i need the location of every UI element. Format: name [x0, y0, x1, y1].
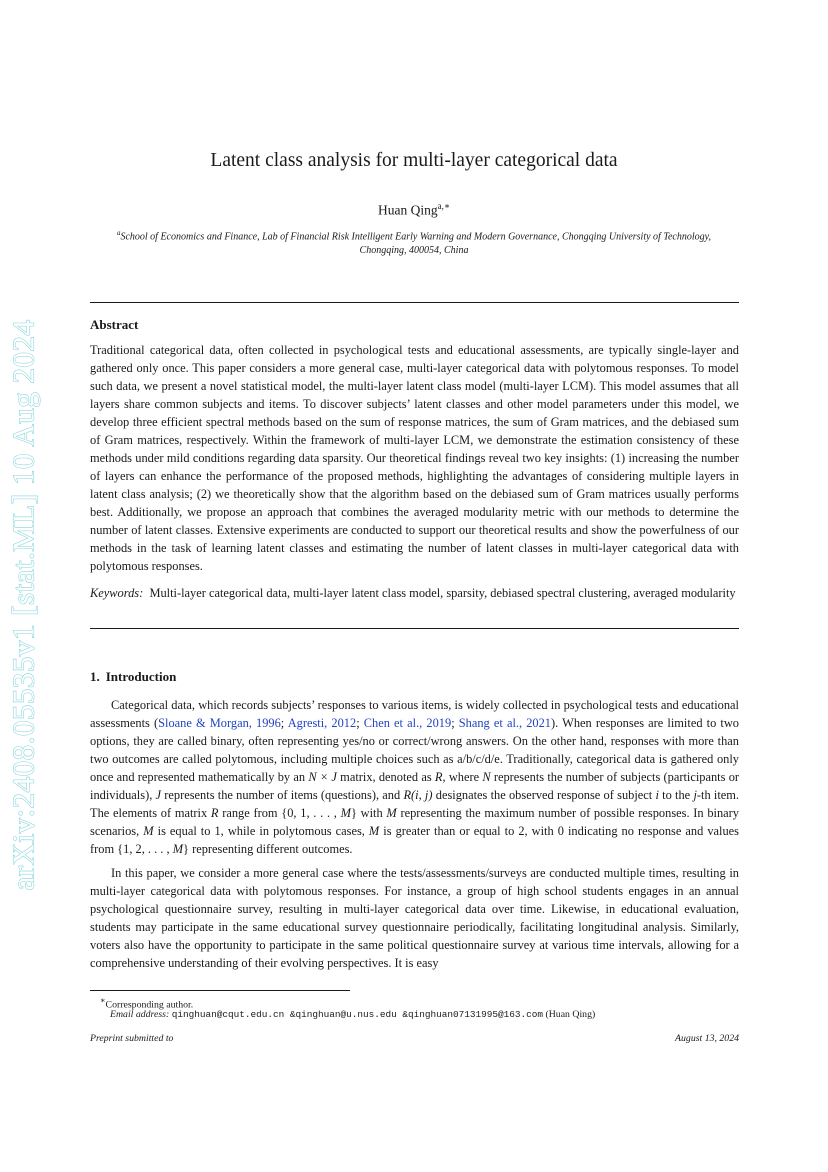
abstract-top-rule: [90, 302, 739, 303]
footnote-mark: ∗: [100, 996, 106, 1005]
page-footer: [90, 1032, 739, 1046]
section-title: Introduction: [105, 669, 177, 684]
arxiv-stamp-text: arXiv:2408.05535v1 [stat.ML] 10 Aug 2024: [6, 319, 42, 891]
intro-paragraph-2: In this paper, we consider a more general case where the tests/assessments/surveys are conducted multiple times, resulting in multi-layer categorical data with polytomous responses. For instance, a group of high school students engages in an annual psychological questionnaire survey, resulting in multi-layer categorical data over time. Likewise, in educational evaluation, students may participate in the same educational survey questionnaire periodically, facilitating longitudinal analysis. Similarly, voters also have the opportunity to participate in the same political questionnaire survey at various time intervals, allowing for a comprehensive understanding of their evolving perspectives. It is easy: [90, 866, 739, 970]
email-label: Email address:: [110, 1009, 170, 1020]
email-addresses: qinghuan@cqut.edu.cn &qinghuan@u.nus.edu &qinghuan07131995@163.com: [171, 1009, 543, 1020]
keywords-text: Multi-layer categorical data, multi-layer latent class model, sparsity, debiased spectral clustering, averaged modularity: [149, 586, 736, 600]
affiliation: [100, 226, 728, 258]
email-owner: (Huan Qing): [545, 1009, 596, 1020]
keywords: [90, 584, 739, 602]
author-line: [0, 197, 828, 220]
abstract-bottom-rule: [90, 628, 739, 629]
section-number: 1.: [90, 669, 100, 684]
citation-link[interactable]: Shang et al., 2021: [458, 716, 551, 730]
affiliation-text: School of Economics and Finance, Lab of Financial Risk Intelligent Early Warning and Modern Governance, Chongqing University of Technology, Chongqing, 400054, China: [120, 231, 712, 257]
author-marks: a,∗: [437, 201, 450, 211]
arxiv-stamp: [2, 316, 46, 894]
footnote-rule: [90, 990, 350, 991]
footnote-corresponding: ∗Corresponding author.: [100, 996, 194, 1011]
intro-paragraph-1: Categorical data, which records subjects’ responses to various items, is widely collected in psychological tests and educational assessments (Sloane & Morgan, 1996; Agresti, 2012; Chen et al., 2019; Shang et al., 2021). When responses are limited to two options, they are called binary, often representing yes/no or correct/wrong answers. On the other hand, responses with more than two outcomes are called polytomous, including multiple choices such as a/b/c/d/e. Traditionally, categorical data is gathered only once and represented mathematically by an N × J matrix, denoted as R, where N represents the number of subjects (participants or individuals), J represents the number of items (questions), and R(i, j) designates the observed response of subject i to the j-th item. The elements of matrix R range from {0, 1, . . . , M} with M representing the maximum number of possible responses. In binary scenarios, M is equal to 1, while in polytomous cases, M is greater than or equal to 2, with 0 indicating no response and values from {1, 2, . . . , M} representing different outcomes.: [90, 698, 740, 856]
keywords-label: Keywords:: [90, 586, 144, 600]
citation-link[interactable]: Chen et al., 2019: [363, 716, 452, 730]
abstract-heading: Abstract: [90, 317, 139, 332]
citation-link[interactable]: Agresti, 2012: [287, 716, 357, 730]
citation-link[interactable]: Sloane & Morgan, 1996: [158, 716, 281, 730]
paper-title: Latent class analysis for multi-layer categorical data: [210, 150, 618, 171]
footnote-email: [90, 1008, 759, 1022]
abstract-text: Traditional categorical data, often collected in psychological tests and educational assessments, are typically single-layer and gathered only once. This paper considers a more general case, multi-layer categorical data with polytomous responses. To model such data, we present a novel statistical model, the multi-layer latent class model (multi-layer LCM). This model assumes that all layers share common subjects and items. To discover subjects’ latent classes and other model parameters under this model, we develop three efficient spectral methods based on the sum of response matrices, the sum of Gram matrices, and the debiased sum of Gram matrices, respectively. Within the framework of multi-layer LCM, we demonstrate the estimation consistency of these methods under mild conditions regarding data sparsity. Our theoretical findings reveal two key insights: (1) increasing the number of layers can enhance the performance of the proposed methods, highlighting the advantages of considering multiple layers in latent class analysis; (2) we theoretically show that the algorithm based on the debiased sum of Gram matrices usually performs best. Additionally, we propose an approach that combines the averaged modularity metric with our methods to determine the number of latent classes. Extensive experiments are conducted to support our theoretical results and show the powerfulness of our methods in the task of learning latent classes and estimating the number of latent classes in multi-layer categorical data with polytomous responses.: [90, 343, 739, 573]
section-heading: [90, 668, 176, 686]
footer-left: Preprint submitted to: [90, 1033, 174, 1044]
author-name: Huan Qing: [378, 202, 438, 218]
affiliation-mark: a: [116, 229, 121, 237]
footer-date: August 13, 2024: [675, 1033, 739, 1044]
